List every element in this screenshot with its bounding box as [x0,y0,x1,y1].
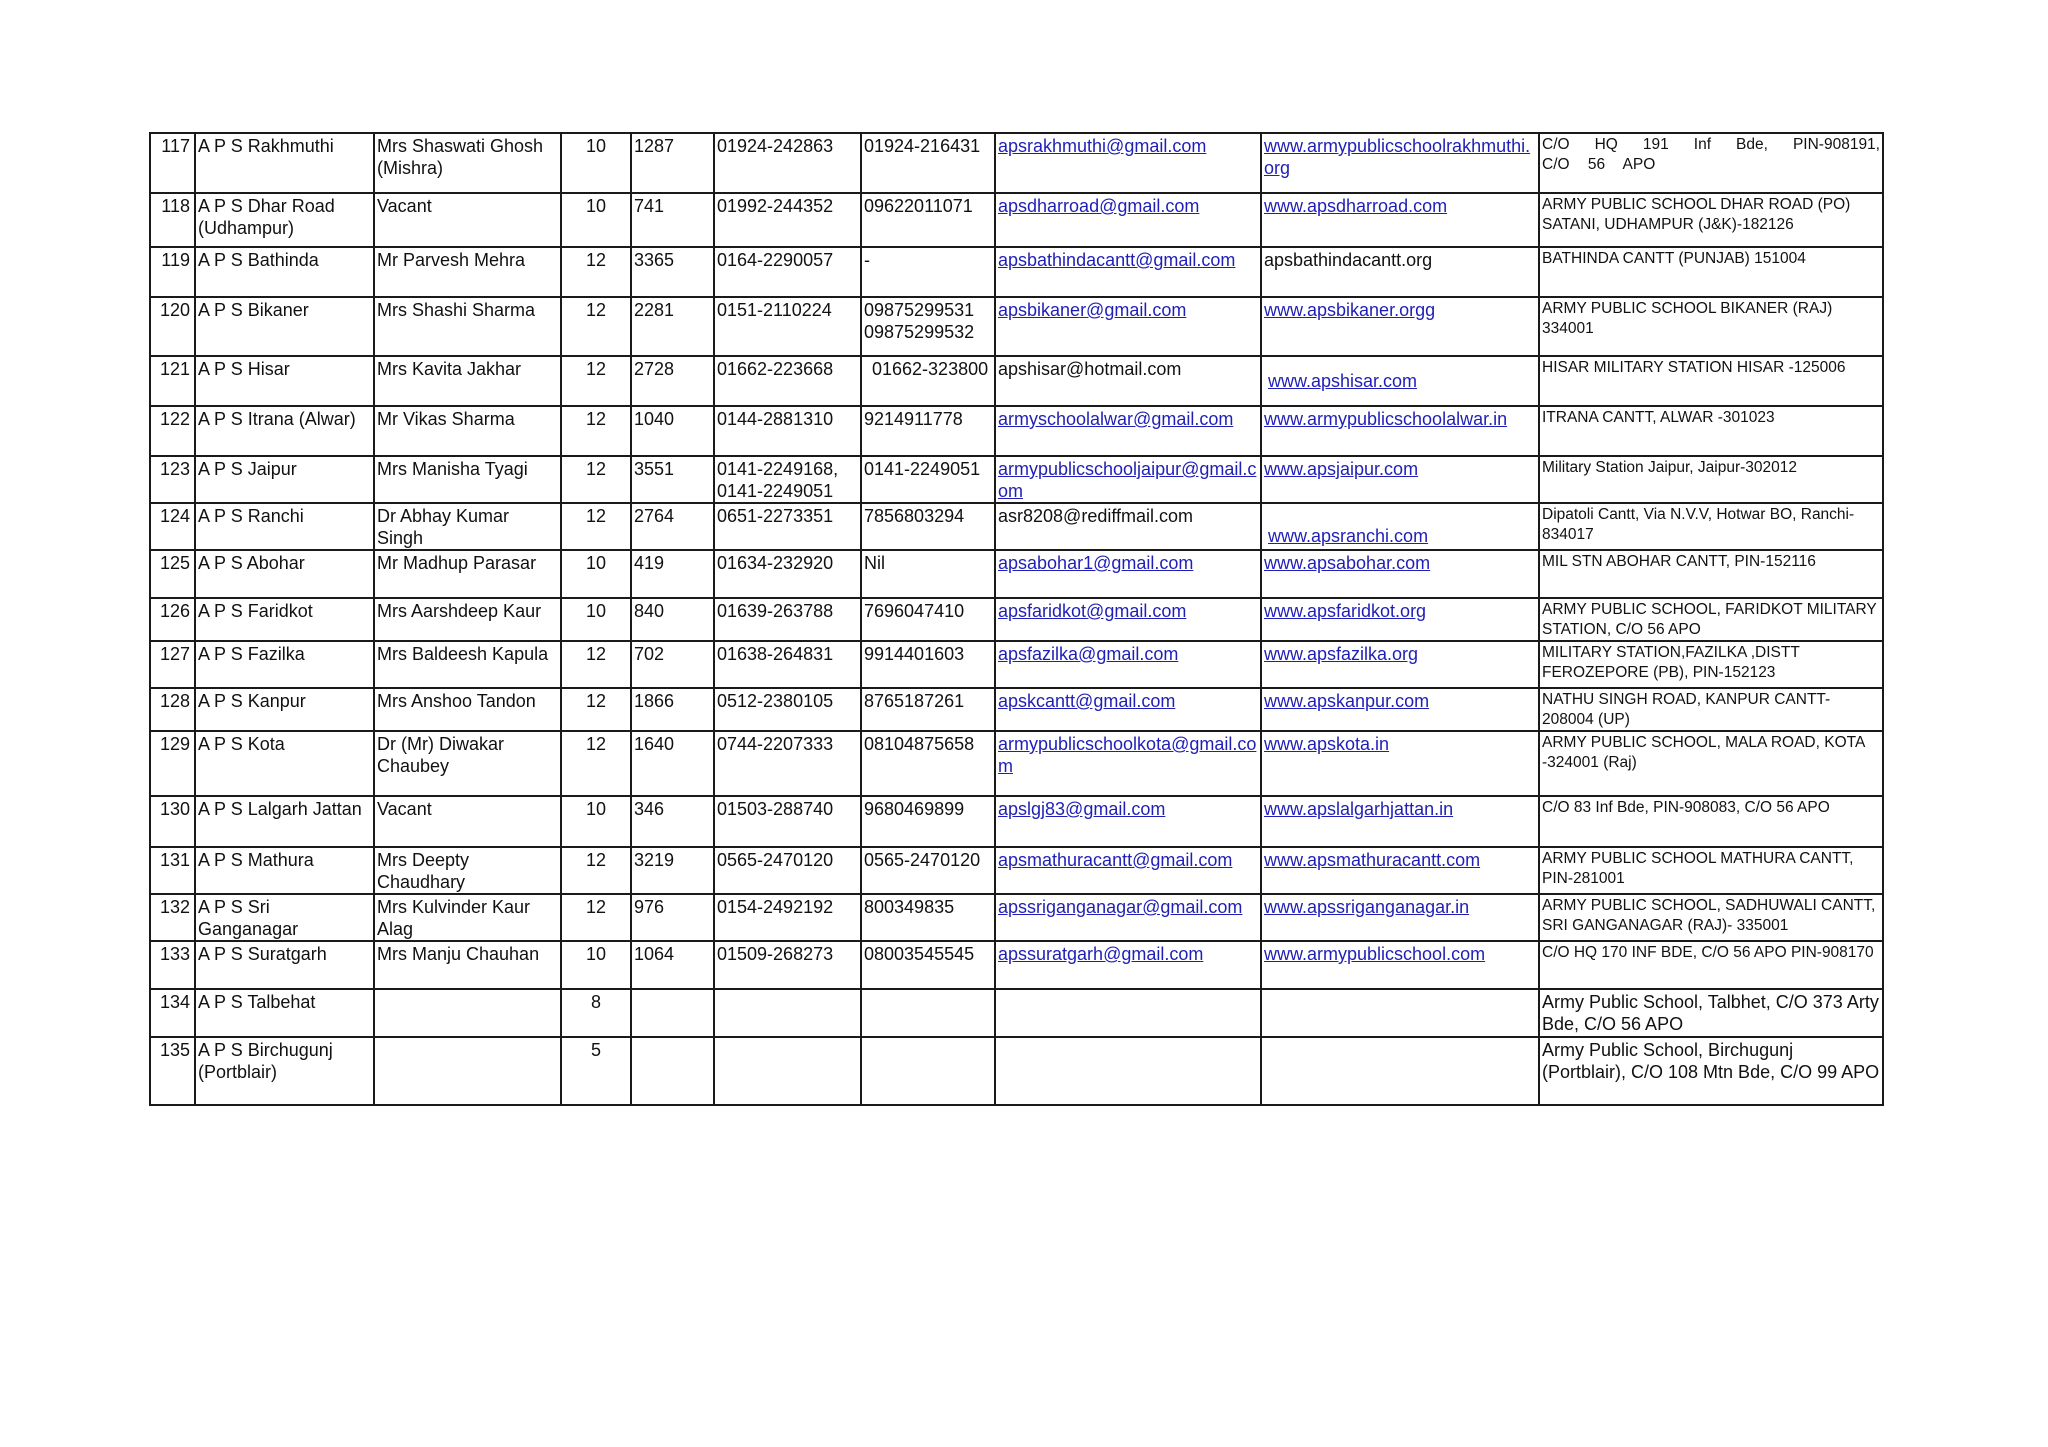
principal-name: Mrs Shaswati Ghosh (Mishra) [374,133,561,193]
table-row [150,456,1883,503]
school-name: A P S Fazilka [195,641,374,688]
classes-count: 10 [561,598,631,641]
principal-name: Mrs Baldeesh Kapula [374,641,561,688]
classes-count: 12 [561,847,631,894]
table-row [150,641,1883,688]
address: ARMY PUBLIC SCHOOL BIKANER (RAJ) 334001 [1539,297,1883,356]
phone-primary: 0565-2470120 [714,847,861,894]
email-link[interactable]: apssriganganagar@gmail.com [998,897,1243,917]
address: Army Public School, Birchugunj (Portblair), C/O 108 Mtn Bde, C/O 99 APO [1539,1037,1883,1105]
phone-secondary-cell [861,356,995,406]
email-cell [995,133,1261,193]
phone-primary: 0164-2290057 [714,247,861,297]
classes-count: 5 [561,1037,631,1105]
classes-count: 12 [561,247,631,297]
student-strength: 840 [631,598,714,641]
row-number: 134 [150,989,195,1037]
website-link[interactable]: www.apssriganganagar.in [1264,897,1470,917]
school-name: A P S Bikaner [195,297,374,356]
classes-count: 10 [561,941,631,989]
address: MILITARY STATION,FAZILKA ,DISTT FEROZEPORE (PB), PIN-152123 [1539,641,1883,688]
address: Dipatoli Cantt, Via N.V.V, Hotwar BO, Ranchi-834017 [1539,503,1883,550]
email-link[interactable]: apsmathuracantt@gmail.com [998,850,1233,870]
phone-primary: 01924-242863 [714,133,861,193]
email-cell [995,796,1261,847]
classes-count: 10 [561,550,631,598]
website-cell [1261,356,1539,406]
phone-primary: 0651-2273351 [714,503,861,550]
table-row [150,598,1883,641]
website-link[interactable]: www.apskanpur.com [1264,691,1430,711]
email-link[interactable]: apsfazilka@gmail.com [998,644,1179,664]
school-name: A P S Birchugunj (Portblair) [195,1037,374,1105]
school-name: A P S Lalgarh Jattan [195,796,374,847]
student-strength: 2728 [631,356,714,406]
phone-primary: 0151-2110224 [714,297,861,356]
row-number: 123 [150,456,195,503]
phone-primary [714,1037,861,1105]
email-cell [995,247,1261,297]
table-row [150,1037,1883,1105]
school-name: A P S Abohar [195,550,374,598]
phone-secondary: 0565-2470120 [861,847,995,894]
address: C/O 83 Inf Bde, PIN-908083, C/O 56 APO [1539,796,1883,847]
email-link[interactable]: apsrakhmuthi@gmail.com [998,136,1207,156]
email-cell [995,456,1261,503]
table-row [150,847,1883,894]
principal-name: Mr Parvesh Mehra [374,247,561,297]
email-cell [995,688,1261,731]
phone-secondary: 7856803294 [861,503,995,550]
table-row [150,989,1883,1037]
email-cell [995,894,1261,941]
principal-name: Mrs Kavita Jakhar [374,356,561,406]
classes-count: 12 [561,503,631,550]
principal-name [374,989,561,1037]
website-cell [1261,1037,1539,1105]
table-row [150,356,1883,406]
student-strength: 3219 [631,847,714,894]
school-name: A P S Rakhmuthi [195,133,374,193]
address: ARMY PUBLIC SCHOOL DHAR ROAD (PO) SATANI, UDHAMPUR (J&K)-182126 [1539,193,1883,247]
row-number: 117 [150,133,195,193]
row-number: 130 [150,796,195,847]
email-cell [995,297,1261,356]
row-number: 135 [150,1037,195,1105]
principal-name: Mrs Manju Chauhan [374,941,561,989]
table-row [150,503,1883,550]
email-link[interactable]: apsabohar1@gmail.com [998,553,1194,573]
student-strength: 3365 [631,247,714,297]
phone-secondary [861,989,995,1037]
classes-count: 8 [561,989,631,1037]
phone-secondary: 9214911778 [861,406,995,456]
student-strength: 346 [631,796,714,847]
email-text: asr8208@rediffmail.com [998,506,1194,526]
website-cell [1261,503,1539,550]
address: BATHINDA CANTT (PUNJAB) 151004 [1539,247,1883,297]
phone-secondary: 8765187261 [861,688,995,731]
phone-secondary: 09622011071 [861,193,995,247]
school-name: A P S Dhar Road (Udhampur) [195,193,374,247]
website-cell [1261,641,1539,688]
row-number: 121 [150,356,195,406]
student-strength: 2281 [631,297,714,356]
principal-name [374,1037,561,1105]
row-number: 125 [150,550,195,598]
email-cell [995,598,1261,641]
row-number: 126 [150,598,195,641]
school-name: A P S Ranchi [195,503,374,550]
phone-primary: 01639-263788 [714,598,861,641]
email-cell [995,641,1261,688]
address: MIL STN ABOHAR CANTT, PIN-152116 [1539,550,1883,598]
email-link[interactable]: apsdharroad@gmail.com [998,196,1200,216]
phone-primary: 0154-2492192 [714,894,861,941]
website-text: apsbathindacantt.org [1264,250,1433,270]
website-cell [1261,247,1539,297]
address: C/O HQ 170 INF BDE, C/O 56 APO PIN-908170 [1539,941,1883,989]
email-cell [995,406,1261,456]
student-strength: 702 [631,641,714,688]
student-strength: 419 [631,550,714,598]
website-link[interactable]: www.apsjaipur.com [1264,459,1419,479]
phone-primary: 01634-232920 [714,550,861,598]
principal-name: Vacant [374,796,561,847]
student-strength: 1287 [631,133,714,193]
table-row [150,796,1883,847]
principal-name: Mrs Anshoo Tandon [374,688,561,731]
phone-secondary [861,1037,995,1105]
row-number: 119 [150,247,195,297]
email-cell [995,731,1261,796]
email-link[interactable]: apssuratgarh@gmail.com [998,944,1204,964]
phone-secondary: 800349835 [861,894,995,941]
website-cell [1261,598,1539,641]
address: Military Station Jaipur, Jaipur-302012 [1539,456,1883,503]
row-number: 122 [150,406,195,456]
row-number: 120 [150,297,195,356]
classes-count: 10 [561,133,631,193]
school-name: A P S Bathinda [195,247,374,297]
classes-count: 12 [561,297,631,356]
website-link[interactable]: www.apsbikaner.orgg [1264,300,1436,320]
school-name: A P S Faridkot [195,598,374,641]
phone-primary [714,989,861,1037]
address: NATHU SINGH ROAD, KANPUR CANTT-208004 (UP) [1539,688,1883,731]
table-row [150,731,1883,796]
classes-count: 12 [561,456,631,503]
website-cell [1261,550,1539,598]
website-cell [1261,941,1539,989]
classes-count: 12 [561,406,631,456]
row-number: 118 [150,193,195,247]
school-name: A P S Suratgarh [195,941,374,989]
email-cell [995,550,1261,598]
student-strength: 3551 [631,456,714,503]
table-row [150,297,1883,356]
principal-name: Dr Abhay Kumar Singh [374,503,561,550]
classes-count: 10 [561,796,631,847]
phone-secondary: 08003545545 [861,941,995,989]
table-row [150,688,1883,731]
email-link[interactable]: armypublicschooljaipur@gmail.com [998,459,1257,501]
principal-name: Mrs Aarshdeep Kaur [374,598,561,641]
address: ARMY PUBLIC SCHOOL, MALA ROAD, KOTA -324001 (Raj) [1539,731,1883,796]
website-link[interactable]: www.apsmathuracantt.com [1264,850,1481,870]
row-number: 127 [150,641,195,688]
school-name: A P S Talbehat [195,989,374,1037]
email-cell [995,356,1261,406]
website-link[interactable]: www.armypublicschoolalwar.in [1264,409,1508,429]
website-cell [1261,406,1539,456]
email-cell [995,989,1261,1037]
phone-secondary: Nil [861,550,995,598]
website-link[interactable]: www.apsfazilka.org [1264,644,1419,664]
email-cell [995,941,1261,989]
website-link[interactable]: www.apsfaridkot.org [1264,601,1427,621]
principal-name: Dr (Mr) Diwakar Chaubey [374,731,561,796]
student-strength: 2764 [631,503,714,550]
email-link[interactable]: apsbathindacantt@gmail.com [998,250,1236,270]
phone-secondary: 09875299531 09875299532 [861,297,995,356]
school-name: A P S Kota [195,731,374,796]
row-number: 129 [150,731,195,796]
website-link[interactable]: www.apsranchi.com [1268,526,1429,546]
table-row [150,193,1883,247]
website-link[interactable]: www.apskota.in [1264,734,1390,754]
email-link[interactable]: apslgj83@gmail.com [998,799,1166,819]
website-link[interactable]: www.apshisar.com [1268,371,1418,391]
phone-primary: 01503-288740 [714,796,861,847]
phone-secondary: 9680469899 [861,796,995,847]
website-cell [1261,688,1539,731]
address: C/O HQ 191 Inf Bde, PIN-908191, C/O 56 APO [1539,133,1883,193]
phone-primary: 01509-268273 [714,941,861,989]
website-cell [1261,847,1539,894]
website-cell [1261,193,1539,247]
website-cell [1261,133,1539,193]
student-strength [631,1037,714,1105]
address: ARMY PUBLIC SCHOOL, FARIDKOT MILITARY STATION, C/O 56 APO [1539,598,1883,641]
row-number: 128 [150,688,195,731]
address: HISAR MILITARY STATION HISAR -125006 [1539,356,1883,406]
student-strength: 1064 [631,941,714,989]
phone-primary: 0144-2881310 [714,406,861,456]
address: ARMY PUBLIC SCHOOL MATHURA CANTT, PIN-281001 [1539,847,1883,894]
phone-secondary: 0141-2249051 [861,456,995,503]
phone-secondary: 08104875658 [861,731,995,796]
email-link[interactable]: apsbikaner@gmail.com [998,300,1187,320]
school-name: A P S Kanpur [195,688,374,731]
website-link[interactable]: www.apsabohar.com [1264,553,1431,573]
phone-primary: 01662-223668 [714,356,861,406]
classes-count: 12 [561,356,631,406]
principal-name: Mrs Shashi Sharma [374,297,561,356]
website-cell [1261,297,1539,356]
website-cell [1261,796,1539,847]
student-strength: 1040 [631,406,714,456]
classes-count: 12 [561,688,631,731]
table-row [150,247,1883,297]
website-link[interactable]: www.armypublicschool.com [1264,944,1486,964]
email-cell [995,847,1261,894]
principal-name: Mr Madhup Parasar [374,550,561,598]
phone-primary: 0744-2207333 [714,731,861,796]
email-link[interactable]: apskcantt@gmail.com [998,691,1176,711]
email-link[interactable]: armypublicschoolkota@gmail.com [998,734,1257,776]
table-row [150,894,1883,941]
table-row [150,941,1883,989]
table-row [150,550,1883,598]
website-link[interactable]: www.apslalgarhjattan.in [1264,799,1454,819]
school-name: A P S Jaipur [195,456,374,503]
principal-name: Mr Vikas Sharma [374,406,561,456]
student-strength: 1866 [631,688,714,731]
classes-count: 12 [561,894,631,941]
student-strength: 1640 [631,731,714,796]
school-name: A P S Mathura [195,847,374,894]
phone-secondary: 7696047410 [861,598,995,641]
row-number: 133 [150,941,195,989]
email-cell [995,503,1261,550]
classes-count: 12 [561,641,631,688]
phone-primary: 01638-264831 [714,641,861,688]
principal-name: Vacant [374,193,561,247]
email-text: apshisar@hotmail.com [998,359,1182,379]
email-cell [995,193,1261,247]
phone-secondary: 01662-323800 [872,359,989,379]
principal-name: Mrs Deepty Chaudhary [374,847,561,894]
classes-count: 12 [561,731,631,796]
school-name: A P S Sri Ganganagar [195,894,374,941]
email-link[interactable]: apsfaridkot@gmail.com [998,601,1187,621]
website-cell [1261,894,1539,941]
website-cell [1261,456,1539,503]
table-row [150,133,1883,193]
phone-secondary: 01924-216431 [861,133,995,193]
table-row [150,406,1883,456]
phone-secondary: 9914401603 [861,641,995,688]
row-number: 124 [150,503,195,550]
classes-count: 10 [561,193,631,247]
school-directory-table [149,132,1884,1106]
email-cell [995,1037,1261,1105]
website-cell [1261,731,1539,796]
phone-primary: 0512-2380105 [714,688,861,731]
address: ARMY PUBLIC SCHOOL, SADHUWALI CANTT, SRI GANGANAGAR (RAJ)- 335001 [1539,894,1883,941]
student-strength: 741 [631,193,714,247]
phone-primary: 0141-2249168, 0141-2249051 [714,456,861,503]
website-link[interactable]: www.apsdharroad.com [1264,196,1448,216]
website-cell [1261,989,1539,1037]
row-number: 131 [150,847,195,894]
principal-name: Mrs Kulvinder Kaur Alag [374,894,561,941]
row-number: 132 [150,894,195,941]
student-strength [631,989,714,1037]
principal-name: Mrs Manisha Tyagi [374,456,561,503]
address: Army Public School, Talbhet, C/O 373 Arty Bde, C/O 56 APO [1539,989,1883,1037]
student-strength: 976 [631,894,714,941]
phone-secondary: - [861,247,995,297]
school-name: A P S Hisar [195,356,374,406]
school-name: A P S Itrana (Alwar) [195,406,374,456]
website-link[interactable]: www.armypublicschoolrakhmuthi.org [1264,136,1531,178]
email-link[interactable]: armyschoolalwar@gmail.com [998,409,1234,429]
address: ITRANA CANTT, ALWAR -301023 [1539,406,1883,456]
phone-primary: 01992-244352 [714,193,861,247]
